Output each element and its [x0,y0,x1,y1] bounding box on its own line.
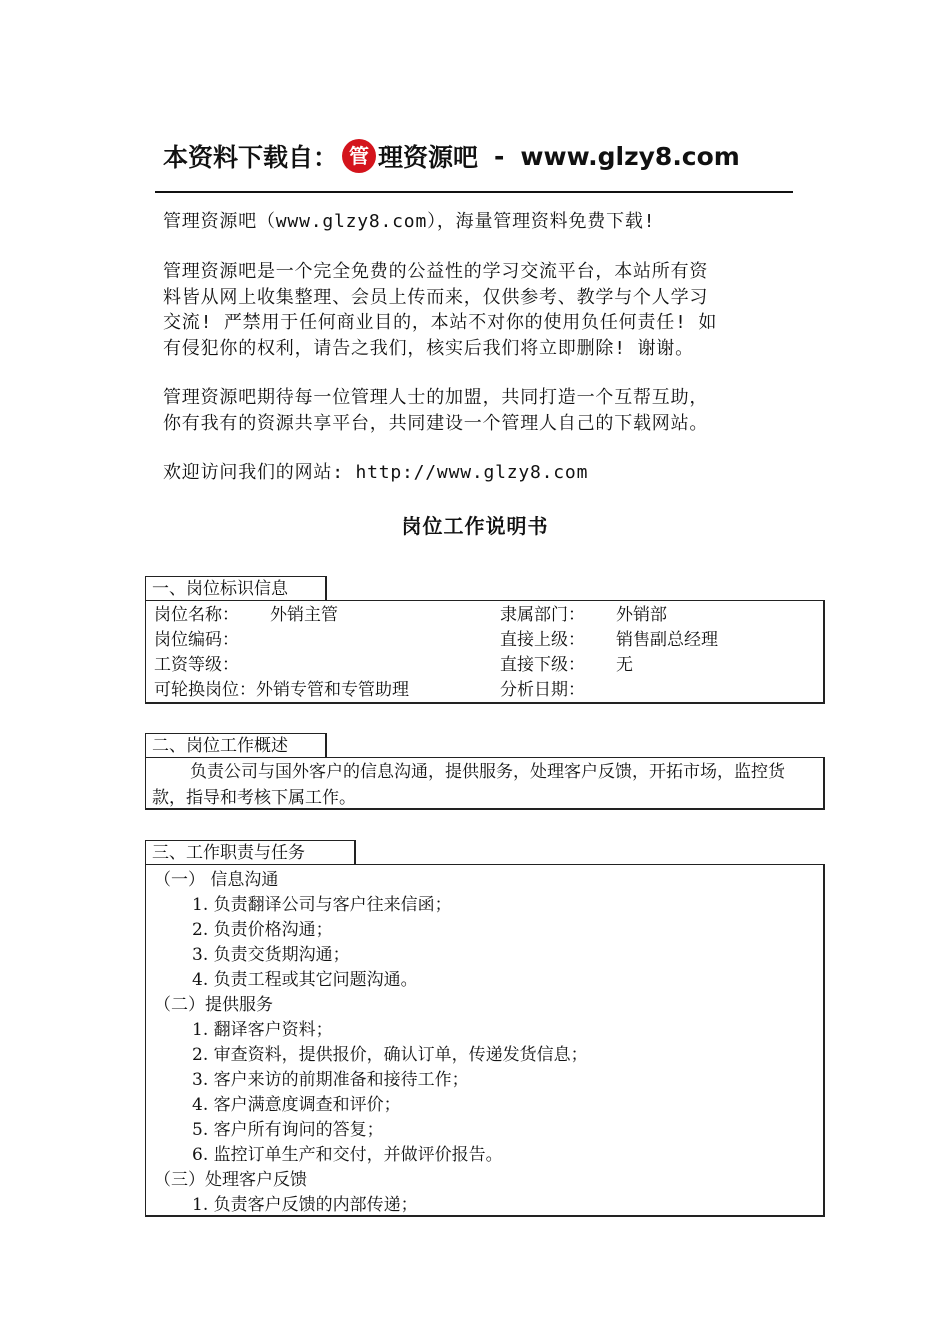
duty-item: 3. 负责交货期沟通； [192,945,350,965]
notice-welcome: 欢迎访问我们的网站: http://www.glzy8.com [163,462,589,483]
info-value: 外销专管和专管助理 [256,680,409,700]
info-value: 销售副总经理 [616,630,718,650]
banner-brand: 理资源吧 [378,143,479,172]
duty-item: 4. 客户满意度调查和评价； [192,1095,401,1115]
info-value: 外销主管 [270,605,338,625]
banner-divider [155,191,793,193]
notice-line: 管理资源吧期待每一位管理人士的加盟，共同打造一个互帮互助， [163,387,709,408]
duty-item: 2. 负责价格沟通； [192,920,333,940]
info-label: 分析日期： [500,680,585,700]
summary-text: 负责公司与国外客户的信息沟通，提供服务，处理客户反馈，开拓市场，监控货款，指导和考核下属工作。 [152,762,785,808]
duty-group-title: （三）处理客户反馈 [154,1170,307,1190]
banner-prefix: 本资料下载自： [163,143,339,172]
duty-item: 1. 负责翻译公司与客户往来信函； [192,895,452,915]
notice-line1: 管理资源吧（www.glzy8.com），海量管理资料免费下载! [163,211,656,232]
section1-heading: 一、岗位标识信息 [145,576,327,600]
info-label: 可轮换岗位： [154,680,256,700]
duty-item: 5. 客户所有询问的答复； [192,1120,384,1140]
info-label: 直接上级： [500,630,585,650]
section2-summary-box [145,757,825,810]
info-label: 隶属部门： [500,605,585,625]
section3-heading: 三、工作职责与任务 [145,840,356,864]
info-label: 岗位名称： [154,605,239,625]
info-label: 岗位编码： [154,630,239,650]
duty-item: 1. 负责客户反馈的内部传递； [192,1195,418,1215]
duty-group-title: （一） 信息沟通 [154,870,279,890]
notice-line: 料皆从网上收集整理、会员上传而来，仅供参考、教学与个人学习 [163,286,709,308]
banner-url[interactable]: www.glzy8.com [520,141,740,171]
notice-paragraph-3 [163,385,803,436]
notice-line: 你有我有的资源共享平台，共同建设一个管理人自己的下载网站。 [163,412,709,434]
brand-badge-icon: 管 [342,139,376,173]
section1-info-table [145,600,825,704]
download-banner [163,134,783,178]
section3-duties-box [145,864,825,1217]
duty-item: 3. 客户来访的前期准备和接待工作； [192,1070,469,1090]
notice-line: 管理资源吧是一个完全免费的公益性的学习交流平台，本站所有资 [163,261,709,282]
info-label: 直接下级： [500,655,585,675]
notice-line: 有侵犯你的权利，请告之我们，核实后我们将立即删除! 谢谢。 [163,337,694,359]
duty-item: 4. 负责工程或其它问题沟通。 [192,970,418,990]
notice-paragraph-2 [163,259,803,361]
section2-heading: 二、岗位工作概述 [145,733,327,757]
notice-line: 交流! 严禁用于任何商业目的，本站不对你的使用负任何责任! 如 [163,312,718,333]
duty-item: 6. 监控订单生产和交付，并做评价报告。 [192,1145,503,1165]
duty-group-title: （二）提供服务 [154,995,273,1015]
document-title: 岗位工作说明书 [401,514,549,538]
info-value: 无 [616,655,633,675]
info-value: 外销部 [616,605,667,625]
info-label: 工资等级： [154,655,239,675]
duty-item: 1. 翻译客户资料； [192,1020,333,1040]
duty-item: 2. 审查资料，提供报价，确认订单，传递发货信息； [192,1045,588,1065]
banner-dash: - [494,141,505,171]
